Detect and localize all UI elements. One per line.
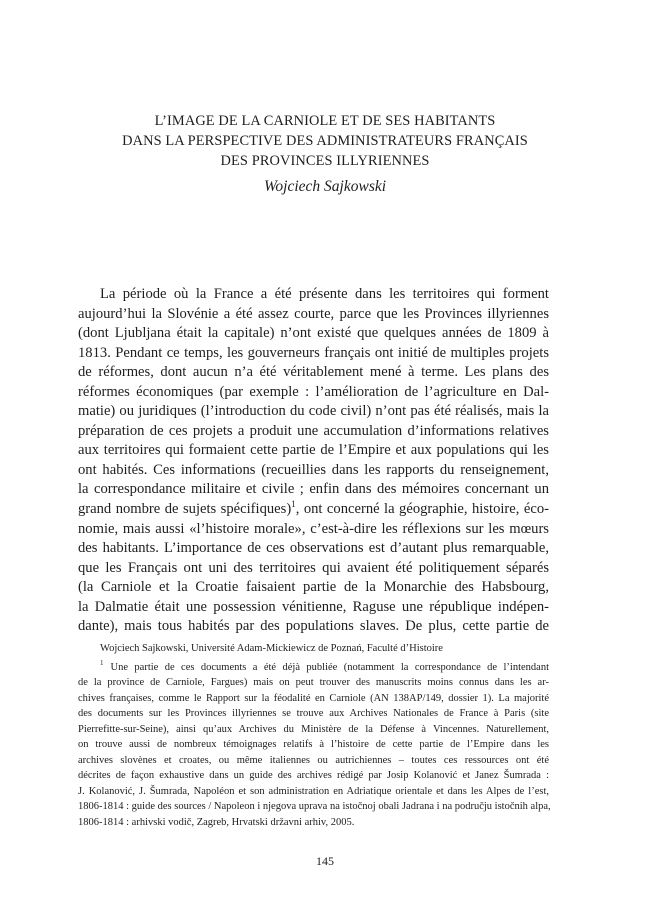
footnotes-area [78,641,549,830]
footnote-1-line: 1806-1814 : guide des sources / Napoleon i njegova uprava na istočnoj obali Jadrana i na području istočnih alpa, [78,801,551,812]
author-name: Wojciech Sajkowski [263,178,387,196]
article-title-line-2: DANS LA PERSPECTIVE DES ADMINISTRATEURS FRANÇAIS [122,132,528,149]
body-line: que les Français ont uni des territoires qui avaient été politiquement séparés [78,559,549,576]
body-line-with-footnote [78,500,549,520]
body-line: de réformes, dont aucun n’a été véritablement mené à terme. Les plans des [78,364,549,381]
author-affiliation: Wojciech Sajkowski, Université Adam-Mickiewicz de Poznań, Faculté d’Histoire [100,643,443,654]
footnote-1-marker: 1 [100,659,104,667]
body-line-tail: , ont concerné la géographie, histoire, éco- [295,501,549,518]
body-line: réformes économiques (par exemple : l’amélioration de l’agriculture en Dal- [78,383,549,400]
footnote-reference-1[interactable]: 1 [291,499,296,510]
article-title-line-1: L’IMAGE DE LA CARNIOLE ET DE SES HABITANTS [154,113,496,129]
body-line: La période où la France a été présente dans les territoires qui forment [100,286,549,302]
body-line: aujourd’hui la Slovénie a été assez courte, parce que les Provinces illyriennes [78,305,549,322]
footnote-1-line: de la province de Carniole, Fargues) mais on peut trouver des manuscrits moins connus dans les ar- [78,677,549,688]
body-line: des habitants. L’importance de ces observations est d’autant plus remarquable, [78,540,549,557]
footnote-1-line: chives françaises, comme le Rapport sur la féodalité en Carniole (AN 138AP/149, dossier 1). La majorité [78,692,549,704]
body-line-head: grand nombre de sujets spécifiques) [78,501,292,518]
body-line: dante), mais tous habités par des populations slaves. De plus, cette partie de [78,618,549,635]
body-line: la Dalmatie était une possession vénitienne, Raguse une république indépen- [78,598,549,615]
body-line: matie) ou juridiques (l’introduction du code civil) n’ont pas été réalisés, mais la [78,403,549,420]
body-line: aux territoires qui formaient cette partie de l’Empire et aux populations qui les [78,442,549,459]
body-line: nomie, mais aussi «l’histoire morale», c’est-à-dire les réflexions sur les mœurs [78,520,549,537]
body-line: (la Carniole et la Croatie faisaient partie de la Monarchie des Habsbourg, [78,579,549,596]
footnote-1-line [78,660,549,676]
footnote-1-line: des documents sur les Provinces illyriennes se trouve aux Archives Nationales de France à Paris (site [78,708,549,719]
article-header [60,112,590,197]
footnote-1-line: 1806-1814 : arhivski vodič, Zagreb, Hrvatski državni arhiv, 2005. [78,816,355,828]
footnote-1-line: Pierrefitte-sur-Seine), ainsi qu’aux Archives du Ministère de la Défense à Vincennes. Naturellement, [78,723,549,735]
body-line: ont habités. Ces informations (recueillies dans les rapports du renseignement, [78,461,549,478]
footnote-1-line: on trouve aussi de nombreux témoignages relatifs à l’histoire de cette partie de l’Empire dans les [78,739,549,750]
footnote-1-text: Une partie de ces documents a été déjà publiée (notamment la correspondance de l’intendant [110,661,549,673]
footnote-1-line: décrites de façon exhaustive dans un guide des archives rédigé par Josip Kolanović et Janez Šumrada : [78,770,549,781]
body-line: (dont Ljubljana était la capitale) n’ont existé que quelques années de 1809 à [78,325,549,342]
body-line: 1813. Pendant ce temps, les gouverneurs français ont initié de multiples projets [78,344,549,361]
body-line: la correspondance militaire et civile ; enfin dans des mémoires concernant un [78,481,549,498]
footnote-1-line: archives slovènes et croates, ou même italiennes ou autrichiennes – toutes ces ressources ont été [78,754,549,766]
body-paragraph [78,285,549,637]
page-number: 145 [316,854,334,868]
footnote-1-line: J. Kolanović, J. Šumrada, Napoléon et son administration en Adriatique orientale et dans les Alpes de l’est, [78,785,549,797]
body-line: préparation de ces projets a produit une accumulation d’informations relatives [78,422,549,439]
article-title-line-3: DES PROVINCES ILLYRIENNES [220,152,430,169]
